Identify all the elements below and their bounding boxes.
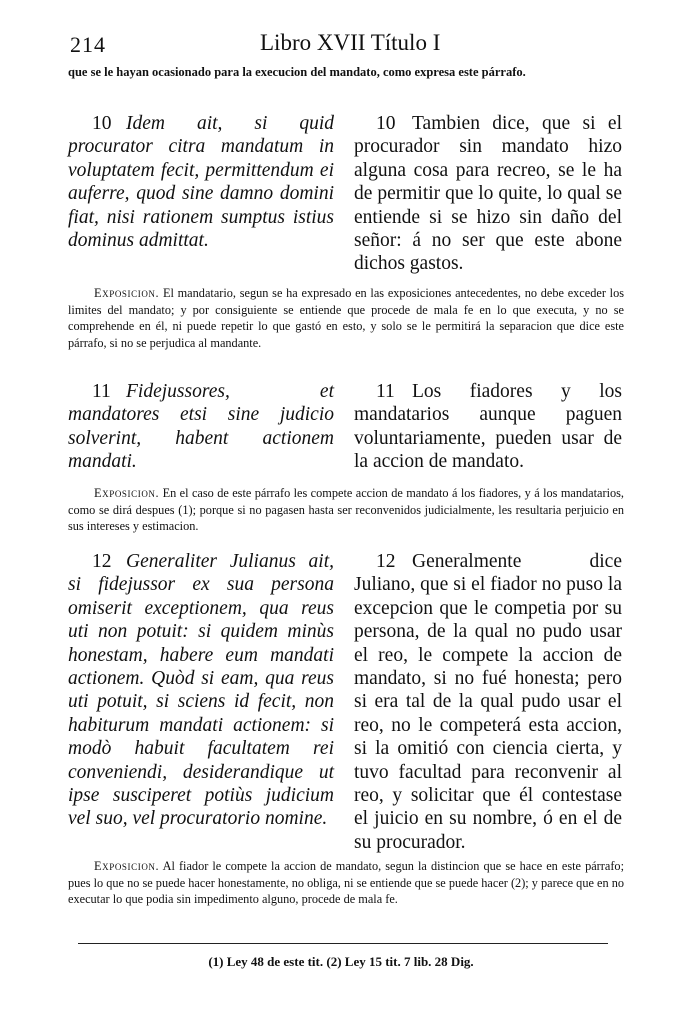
latin-text-10 bbox=[68, 112, 334, 252]
spanish-text-12 bbox=[354, 550, 622, 854]
page-number: 214 bbox=[70, 32, 106, 57]
exposicion-10 bbox=[68, 285, 624, 351]
exposicion-text: El mandatario, segun se ha expresado en las exposiciones antecedentes, no debe exceder los limites del mandato; y por consiguiente se entiende que procede de mala fe en lo que executa, y no se comprehende en él, ni puede repetir lo que gastó en esto, y solo se le permitirá la separacion que dice este párrafo, si no se perjudica al mandante. bbox=[68, 286, 625, 350]
section-number: 10 bbox=[92, 113, 112, 134]
running-title: Libro XVII Título I bbox=[260, 30, 441, 55]
section-number: 10 bbox=[376, 113, 396, 134]
exposicion-11 bbox=[68, 485, 624, 535]
continuation-paragraph: que se le hayan ocasionado para la execucion del mandato, como expresa este párrafo. bbox=[68, 65, 526, 79]
exposicion-12 bbox=[68, 858, 624, 908]
latin-body: Generaliter Julianus ait, si fidejussor ex sua persona omiserit exceptionem, qua reus uti non potuit: si quidem minùs honestam, habere eum mandati actionem. Quòd si eam, qua reus uti potuit, si sciens id fecit, non habiturum mandati actionem: si modò habuit facultatem rei conveniendi, desiderandique ut ipse susciperet potiùs judicium vel suo, vel procuratorio nomine. bbox=[68, 551, 334, 830]
exposicion-label: Exposicion. bbox=[94, 859, 160, 873]
section-number: 11 bbox=[376, 381, 395, 402]
exposicion-label: Exposicion. bbox=[94, 286, 160, 300]
latin-body: Idem ait, si quid procurator citra mandatum in voluptatem fecit, permittendum ei auferre, quod sine damno domini fiat, nisi rationem sumptus istius dominus admittat. bbox=[68, 113, 334, 252]
footnotes: (1) Ley 48 de este tit. (2) Ley 15 tit. 7 lib. 28 Dig. bbox=[208, 954, 474, 969]
exposicion-text: En el caso de este párrafo les compete accion de mandato á los fiadores, y á los mandatarios, como se dirá despues (1); porque si no pagasen hasta ser reconvenidos judicialmente, les resultaria perjuicio en sus intereses y estimacion. bbox=[68, 486, 624, 534]
spanish-body: Los fiadores y los mandatarios aunque paguen voluntariamente, pueden usar de la accion de mandato. bbox=[354, 381, 622, 473]
exposicion-text: Al fiador le compete la accion de mandato, segun la distincion que se hace en este párrafo; pues lo que no se puede hacer honestamente, no obliga, ni se entiende que se puede hacer (2); y parece que en no executar lo que podia sin impedimento alguno, procede de mala fe. bbox=[68, 859, 624, 907]
spanish-body: Generalmente dice Juliano, que si el fiador no puso la excepcion que le competia por su persona, de la qual no pudo usar el reo, le compete la accion de mandato, si no fué honesta; pero si era tal de la qual pudo usar el reo, no le competerá esta accion, si la omitió con ciencia cierta, y tuvo facultad para reconvenir al reo, y solicitar que él contestase el juicio en su nombre, ó en el de su procurador. bbox=[354, 551, 622, 853]
spanish-text-10 bbox=[354, 112, 622, 276]
page-header bbox=[70, 30, 630, 62]
spanish-body: Tambien dice, que si el procurador sin mandato hizo alguna cosa para recreo, se le ha de permitir que lo quite, lo qual se entiende si se hizo sin daño del señor: á no ser que este abone dichos gastos. bbox=[354, 113, 622, 275]
latin-body: Fidejussores, et mandatores etsi sine judicio solverint, habent actionem mandati. bbox=[68, 381, 334, 473]
section-number: 11 bbox=[92, 381, 111, 402]
section-number: 12 bbox=[92, 551, 112, 572]
latin-text-12 bbox=[68, 550, 334, 831]
exposicion-label: Exposicion. bbox=[94, 486, 160, 500]
section-number: 12 bbox=[376, 551, 396, 572]
spanish-text-11 bbox=[354, 380, 622, 474]
latin-text-11 bbox=[68, 380, 334, 474]
footnote-divider bbox=[78, 943, 608, 944]
